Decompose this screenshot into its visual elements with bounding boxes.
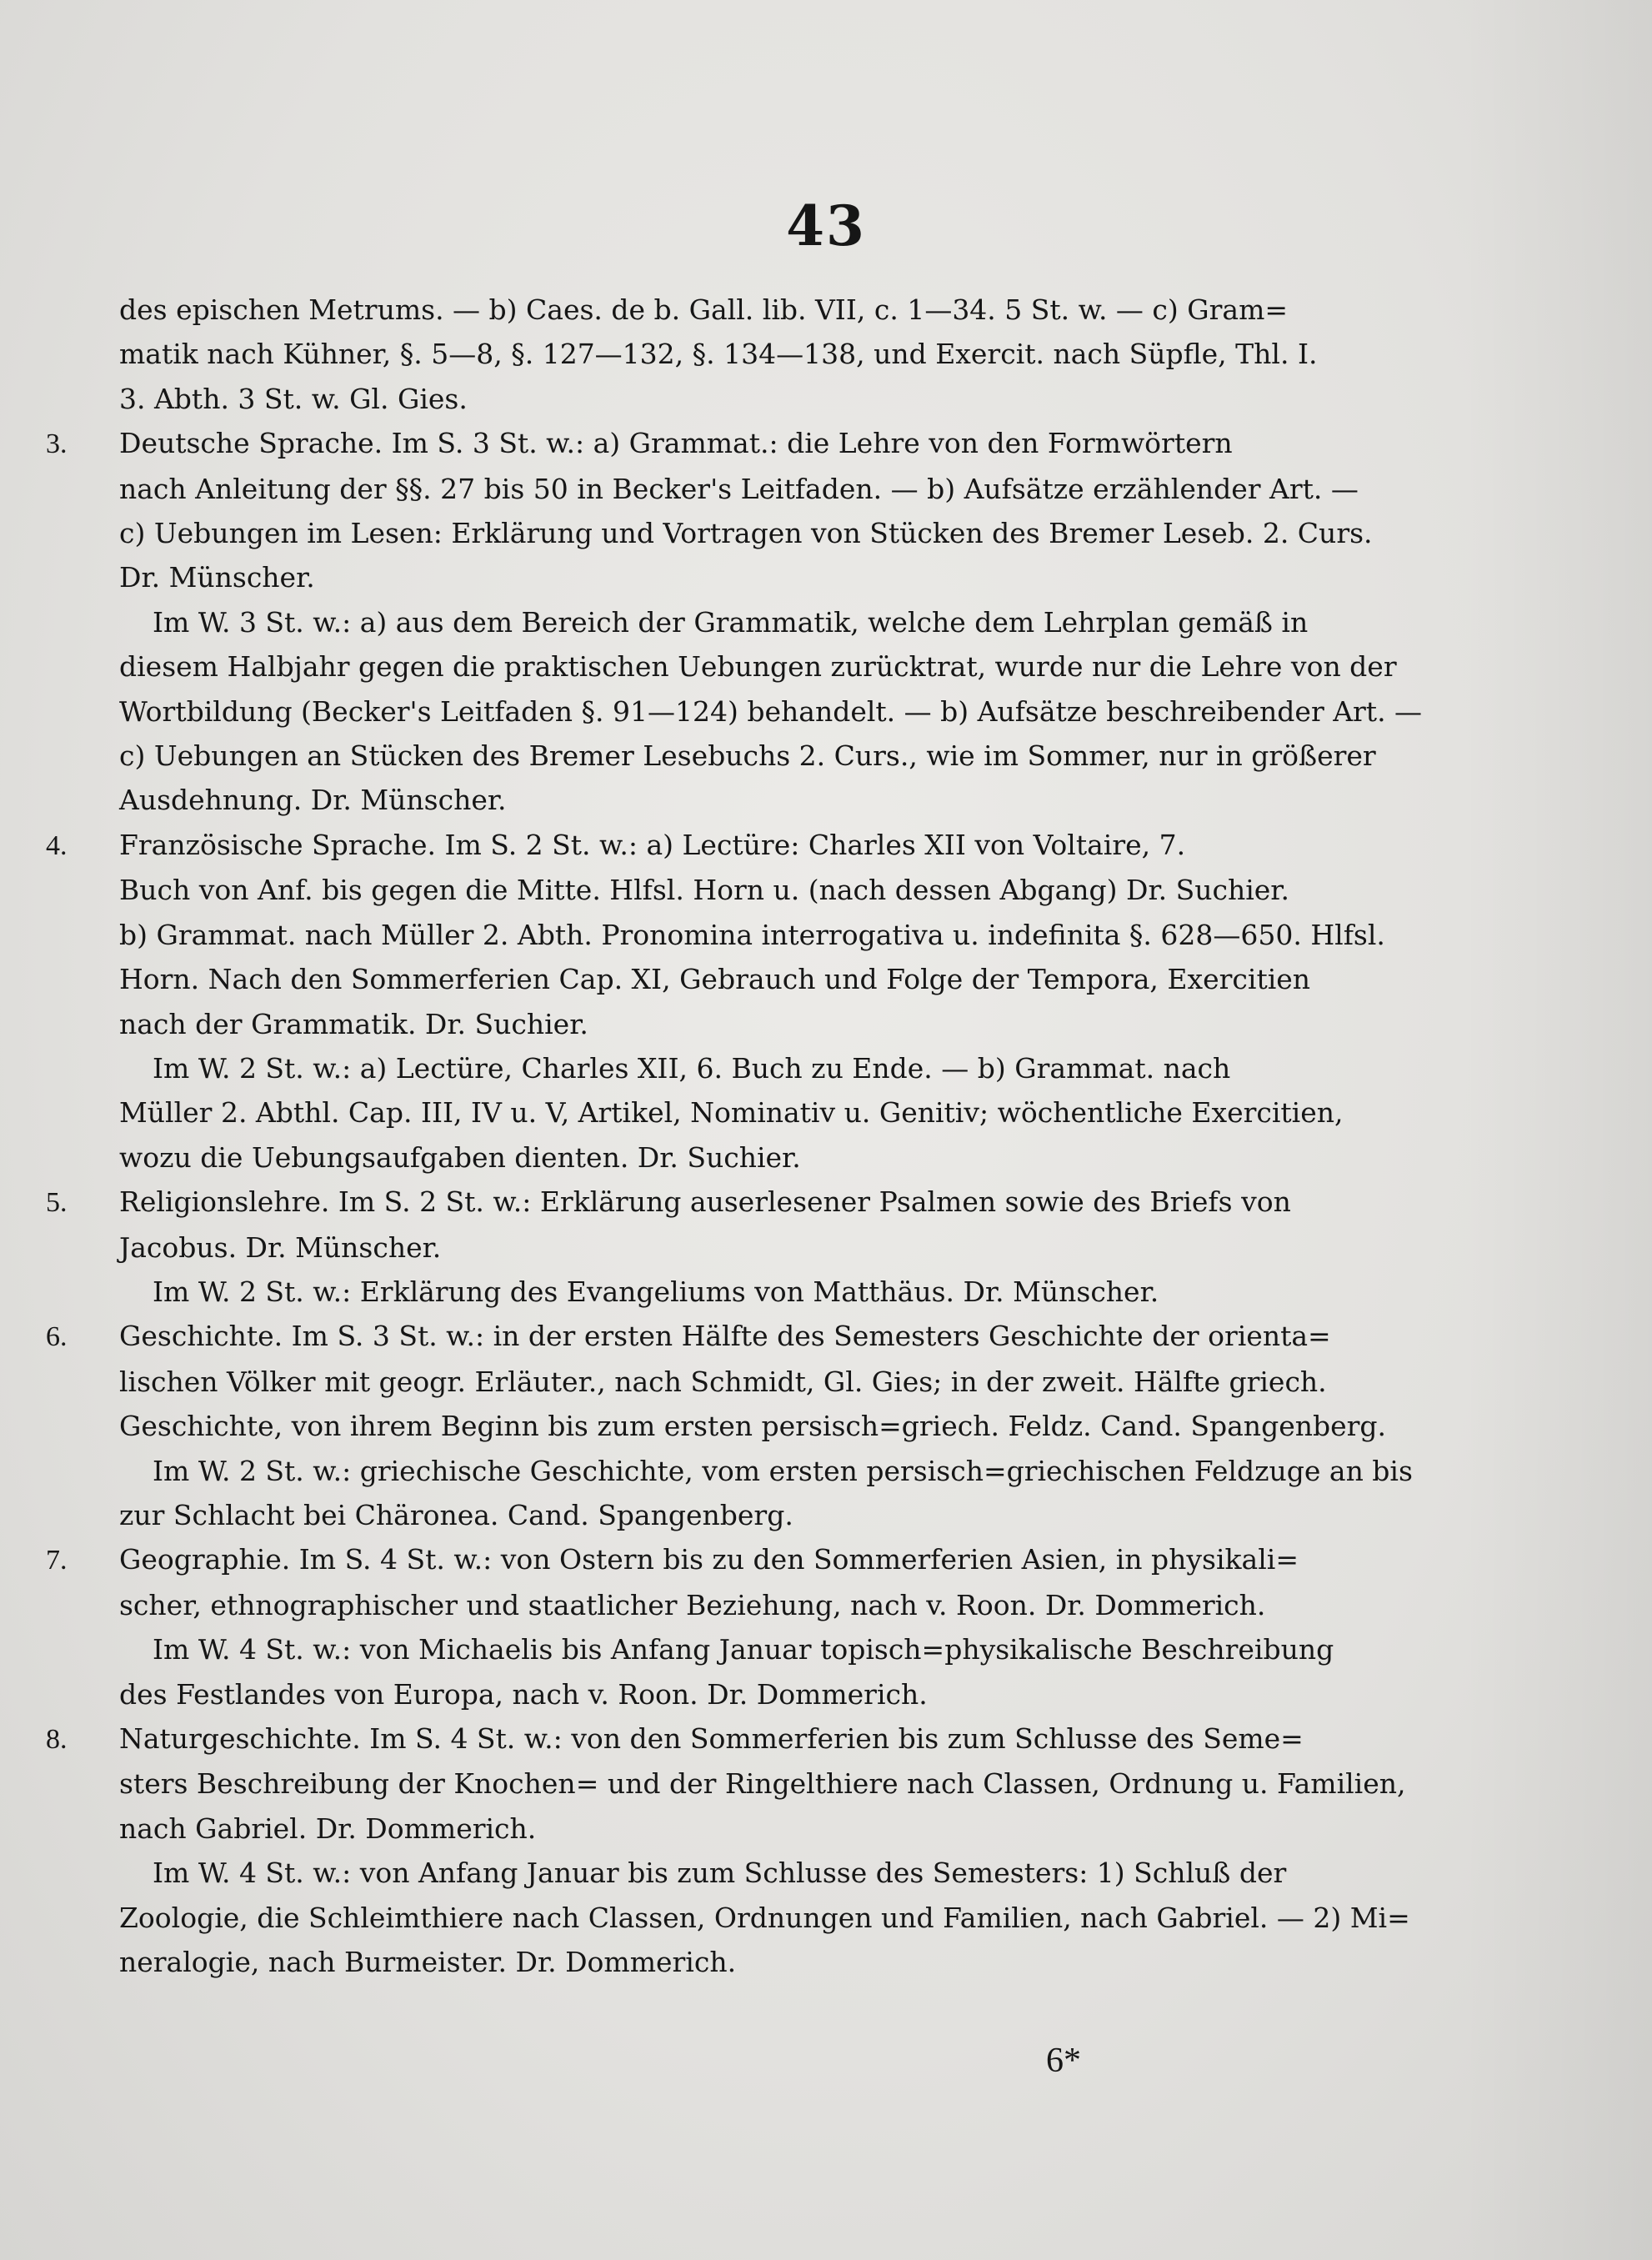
text-line: zur Schlacht bei Chäronea. Cand. Spangenberg. [119, 1498, 793, 1531]
text-line: b) Grammat. nach Müller 2. Abth. Pronomina interrogativa u. indefinita §. 628—650. Hlfsl. [119, 918, 1385, 951]
text-line: Geographie. Im S. 4 St. w.: von Ostern bis zu den Sommerferien Asien, in physikali= [119, 1543, 1299, 1576]
section-number: 6. [46, 1321, 68, 1353]
text-line: Deutsche Sprache. Im S. 3 St. w.: a) Grammat.: die Lehre von den Formwörtern [119, 427, 1233, 460]
section-geographie [46, 1537, 1438, 1582]
text-line: c) Uebungen an Stücken des Bremer Lesebuchs 2. Curs., wie im Sommer, nur in größerer [119, 739, 1376, 773]
text-line: nach Anleitung der §§. 27 bis 50 in Becker's Leitfaden. — b) Aufsätze erzählender Art. — [119, 472, 1359, 505]
section-franzoesische-sprache [46, 823, 1438, 868]
text-line: Geschichte, von ihrem Beginn bis zum ersten persisch=griech. Feldz. Cand. Spangenberg. [119, 1410, 1387, 1443]
text-line: lischen Völker mit geogr. Erläuter., nach Schmidt, Gl. Gies; in der zweit. Hälfte griech. [119, 1365, 1327, 1398]
text-line: Im W. 4 St. w.: von Anfang Januar bis zum Schlusse des Semesters: 1) Schluß der [153, 1857, 1287, 1890]
text-line: Zoologie, die Schleimthiere nach Classen, Ordnungen und Familien, nach Gabriel. — 2) Mi= [119, 1901, 1410, 1934]
text-line: Im W. 4 St. w.: von Michaelis bis Anfang Januar topisch=physikalische Beschreibung [153, 1633, 1334, 1666]
text-line: Französische Sprache. Im S. 2 St. w.: a) Lectüre: Charles XII von Voltaire, 7. [119, 828, 1186, 861]
text-line: Im W. 3 St. w.: a) aus dem Bereich der Grammatik, welche dem Lehrplan gemäß in [153, 605, 1309, 639]
bleed-through-shade [1460, 0, 1652, 2260]
section-number: 8. [46, 1724, 68, 1755]
section-religionslehre [46, 1180, 1438, 1225]
text-line: c) Uebungen im Lesen: Erklärung und Vortragen von Stücken des Bremer Leseb. 2. Curs. [119, 517, 1373, 550]
text-line: diesem Halbjahr gegen die praktischen Uebungen zurücktrat, wurde nur die Lehre von der [119, 650, 1397, 684]
text-line: Religionslehre. Im S. 2 St. w.: Erklärung auserlesener Psalmen sowie des Briefs von [119, 1185, 1291, 1219]
text-line: Müller 2. Abthl. Cap. III, IV u. V, Artikel, Nominativ u. Genitiv; wöchentliche Exercitien, [119, 1096, 1344, 1130]
text-line: matik nach Kühner, §. 5—8, §. 127—132, §. 134—138, und Exercit. nach Süpfle, Thl. I. [119, 338, 1318, 371]
text-line: nach Gabriel. Dr. Dommerich. [119, 1812, 537, 1845]
text-line: Dr. Münscher. [119, 561, 315, 594]
text-line: Geschichte. Im S. 3 St. w.: in der ersten Hälfte des Semesters Geschichte der orienta= [119, 1320, 1331, 1353]
text-line: neralogie, nach Burmeister. Dr. Dommerich. [119, 1946, 737, 1979]
signature-mark: 6* [1046, 2042, 1081, 2080]
section-number: 5. [46, 1187, 68, 1219]
section-geschichte [46, 1314, 1438, 1359]
text-line: Im W. 2 St. w.: a) Lectüre, Charles XII, 6. Buch zu Ende. — b) Grammat. nach [153, 1051, 1231, 1085]
text-line: wozu die Uebungsaufgaben dienten. Dr. Suchier. [119, 1140, 801, 1174]
section-number: 4. [46, 829, 68, 861]
section-number: 7. [46, 1545, 68, 1576]
section-number: 3. [46, 428, 68, 460]
page-number: 43 [786, 193, 866, 258]
text-line: des epischen Metrums. — b) Caes. de b. Gall. lib. VII, c. 1—34. 5 St. w. — c) Gram= [119, 293, 1289, 326]
text-line: des Festlandes von Europa, nach v. Roon. Dr. Dommerich. [119, 1677, 928, 1711]
text-line: sters Beschreibung der Knochen= und der Ringelthiere nach Classen, Ordnung u. Familien, [119, 1767, 1406, 1801]
body-text [46, 288, 1438, 1984]
text-line: Im W. 2 St. w.: Erklärung des Evangeliums von Matthäus. Dr. Münscher. [153, 1275, 1159, 1308]
text-line: Horn. Nach den Sommerferien Cap. XI, Gebrauch und Folge der Tempora, Exercitien [119, 963, 1311, 996]
text-line: Jacobus. Dr. Münscher. [119, 1230, 442, 1264]
text-line: 3. Abth. 3 St. w. Gl. Gies. [119, 382, 468, 415]
text-line: Buch von Anf. bis gegen die Mitte. Hlfsl. Horn u. (nach dessen Abgang) Dr. Suchier. [119, 874, 1289, 907]
text-line: Im W. 2 St. w.: griechische Geschichte, vom ersten persisch=griechischen Feldzuge an bis [153, 1454, 1413, 1487]
section-deutsche-sprache [46, 421, 1438, 466]
text-line: Naturgeschichte. Im S. 4 St. w.: von den Sommerferien bis zum Schlusse des Seme= [119, 1722, 1304, 1755]
text-line: scher, ethnographischer und staatlicher Beziehung, nach v. Roon. Dr. Dommerich. [119, 1588, 1266, 1621]
text-line: Wortbildung (Becker's Leitfaden §. 91—124) behandelt. — b) Aufsätze beschreibender Art. — [119, 694, 1423, 728]
text-line: nach der Grammatik. Dr. Suchier. [119, 1007, 588, 1040]
section-naturgeschichte [46, 1716, 1438, 1761]
text-line: Ausdehnung. Dr. Münscher. [119, 784, 507, 817]
